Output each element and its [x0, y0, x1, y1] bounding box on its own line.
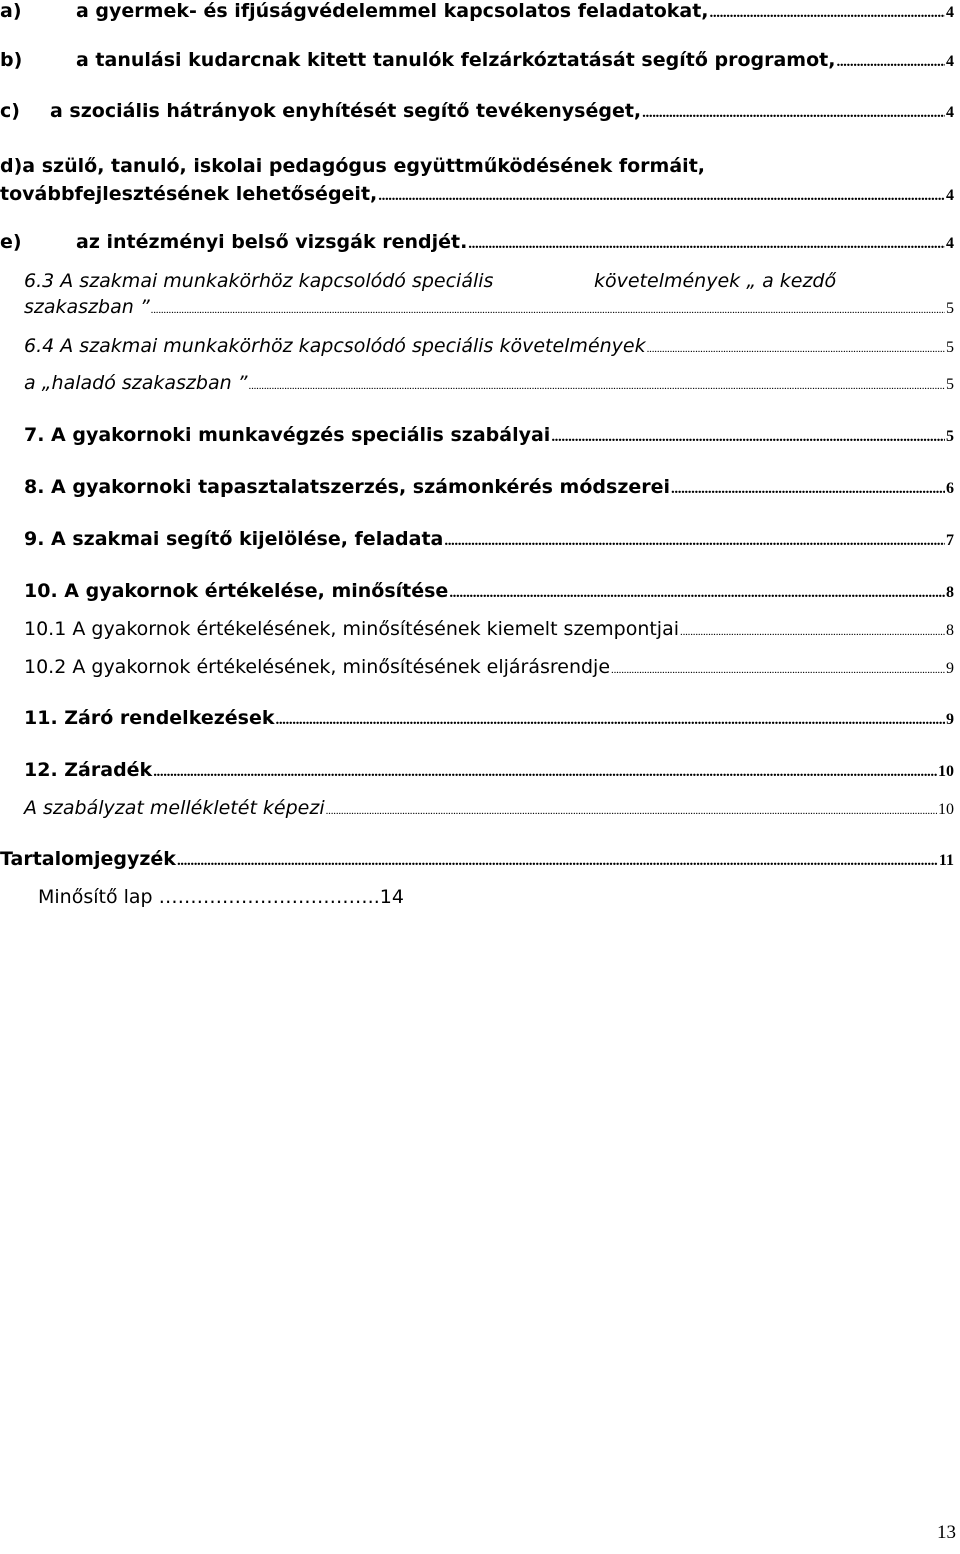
toc-entry-rating-sheet[interactable]	[38, 886, 404, 908]
toc-entry-a-text: a gyermek- és ifjúságvédelemmel kapcsolatos feladatokat,	[76, 0, 709, 22]
toc-entry-d-number: d)	[0, 155, 23, 177]
toc-entry-e-page: 4	[946, 235, 954, 252]
toc-entry-10[interactable]	[24, 580, 954, 602]
toc-entry-10-2-text: 10.2 A gyakornok értékelésének, minősítésének eljárásrendje	[24, 656, 611, 678]
dot-leader	[468, 236, 945, 253]
toc-entry-8-page: 6	[946, 480, 954, 497]
dot-leader	[275, 712, 945, 729]
toc-entry-6-3-text-a: 6.3 A szakmai munkakörhöz kapcsolódó speciális	[24, 270, 494, 292]
dot-leader	[249, 380, 945, 392]
toc-entry-10-1-page: 8	[946, 622, 954, 639]
toc-entry-12-page: 10	[938, 763, 954, 780]
toc-entry-10-2-page: 9	[946, 660, 954, 677]
dot-leader	[671, 481, 945, 498]
toc-entry-b-text: a tanulási kudarcnak kitett tanulók felzárkóztatását segítő programot,	[76, 49, 836, 71]
toc-entry-6-3-text-line2: szakaszban ”	[24, 296, 150, 318]
toc-entry-10-1[interactable]	[24, 618, 954, 640]
toc-entry-d-text: a szülő, tanuló, iskolai pedagógus együttműködésének formáit,	[22, 155, 705, 177]
toc-entry-b-page: 4	[946, 53, 954, 70]
toc-entry-d-page: 4	[946, 187, 954, 204]
dot-leader	[836, 54, 945, 71]
dot-leader	[710, 5, 945, 22]
toc-entry-d-line1	[0, 155, 705, 177]
toc-entry-annex[interactable]	[24, 797, 954, 819]
toc-entry-11-text: 11. Záró rendelkezések	[24, 707, 275, 729]
toc-entry-d[interactable]	[0, 183, 954, 205]
toc-entry-9-text: 9. A szakmai segítő kijelölése, feladata	[24, 528, 444, 550]
toc-entry-6-4-text: 6.4 A szakmai munkakörhöz kapcsolódó speciális követelmények	[24, 335, 646, 357]
toc-entry-6-3-line1b	[594, 270, 836, 292]
toc-entry-10-1-text: 10.1 A gyakornok értékelésének, minősítésének kiemelt szempontjai	[24, 618, 680, 640]
dot-leader	[551, 429, 945, 446]
toc-entry-7[interactable]	[24, 424, 954, 446]
dot-leader	[642, 105, 945, 122]
toc-entry-10-text: 10. A gyakornok értékelése, minősítése	[24, 580, 449, 602]
page-number: 13	[937, 1522, 956, 1543]
toc-entry-contents-page: 11	[938, 852, 954, 869]
toc-entry-6-4b-text: a „haladó szakaszban ”	[24, 372, 248, 394]
toc-entry-6-4-page: 5	[946, 339, 954, 356]
toc-entry-9-page: 7	[946, 532, 954, 549]
toc-entry-12-text: 12. Záradék	[24, 759, 153, 781]
toc-entry-rating-sheet-text: Minősítő lap ……………………………..14	[38, 886, 404, 908]
toc-entry-6-3-line1	[24, 270, 493, 292]
toc-entry-b[interactable]	[0, 49, 954, 71]
dot-leader	[449, 585, 945, 602]
toc-entry-a[interactable]	[0, 0, 954, 22]
toc-entry-6-4b-page: 5	[946, 376, 954, 393]
dot-leader	[647, 343, 945, 355]
dot-leader	[326, 805, 937, 817]
toc-entry-contents[interactable]	[0, 848, 954, 870]
toc-entry-annex-text: A szabályzat mellékletét képezi	[24, 797, 325, 819]
toc-entry-6-3-page: 5	[946, 300, 954, 317]
toc-entry-contents-text: Tartalomjegyzék	[0, 848, 176, 870]
toc-entry-e-number: e)	[0, 231, 22, 253]
toc-entry-7-text: 7. A gyakornoki munkavégzés speciális szabályai	[24, 424, 551, 446]
dot-leader	[151, 304, 945, 316]
dot-leader	[680, 626, 945, 638]
toc-entry-d-text-line2: továbbfejlesztésének lehetőségeit,	[0, 183, 378, 205]
toc-entry-c-text: a szociális hátrányok enyhítését segítő tevékenységet,	[50, 100, 642, 122]
dot-leader	[611, 664, 945, 676]
toc-entry-9[interactable]	[24, 528, 954, 550]
toc-entry-6-4b[interactable]	[24, 372, 954, 394]
toc-entry-c-number: c)	[0, 100, 20, 122]
toc-entry-12[interactable]	[24, 759, 954, 781]
toc-entry-e[interactable]	[0, 231, 954, 253]
toc-entry-b-number: b)	[0, 49, 23, 71]
toc-entry-10-page: 8	[946, 584, 954, 601]
toc-entry-11[interactable]	[24, 707, 954, 729]
toc-entry-6-3[interactable]	[24, 296, 954, 318]
toc-entry-6-3-text-b: követelmények „ a kezdő	[594, 270, 837, 292]
dot-leader	[378, 188, 945, 205]
toc-entry-a-number: a)	[0, 0, 22, 22]
dot-leader	[444, 533, 945, 550]
toc-entry-10-2[interactable]	[24, 656, 954, 678]
toc-entry-8[interactable]	[24, 476, 954, 498]
toc-entry-7-page: 5	[946, 428, 954, 445]
dot-leader	[153, 764, 937, 781]
toc-entry-c-page: 4	[946, 104, 954, 121]
toc-entry-6-4[interactable]	[24, 335, 954, 357]
toc-entry-annex-page: 10	[938, 801, 954, 818]
toc-entry-c[interactable]	[0, 100, 954, 122]
toc-entry-8-text: 8. A gyakornoki tapasztalatszerzés, számonkérés módszerei	[24, 476, 671, 498]
toc-entry-e-text: az intézményi belső vizsgák rendjét.	[76, 231, 468, 253]
toc-entry-11-page: 9	[946, 711, 954, 728]
dot-leader	[177, 853, 938, 870]
toc-entry-a-page: 4	[946, 4, 954, 21]
